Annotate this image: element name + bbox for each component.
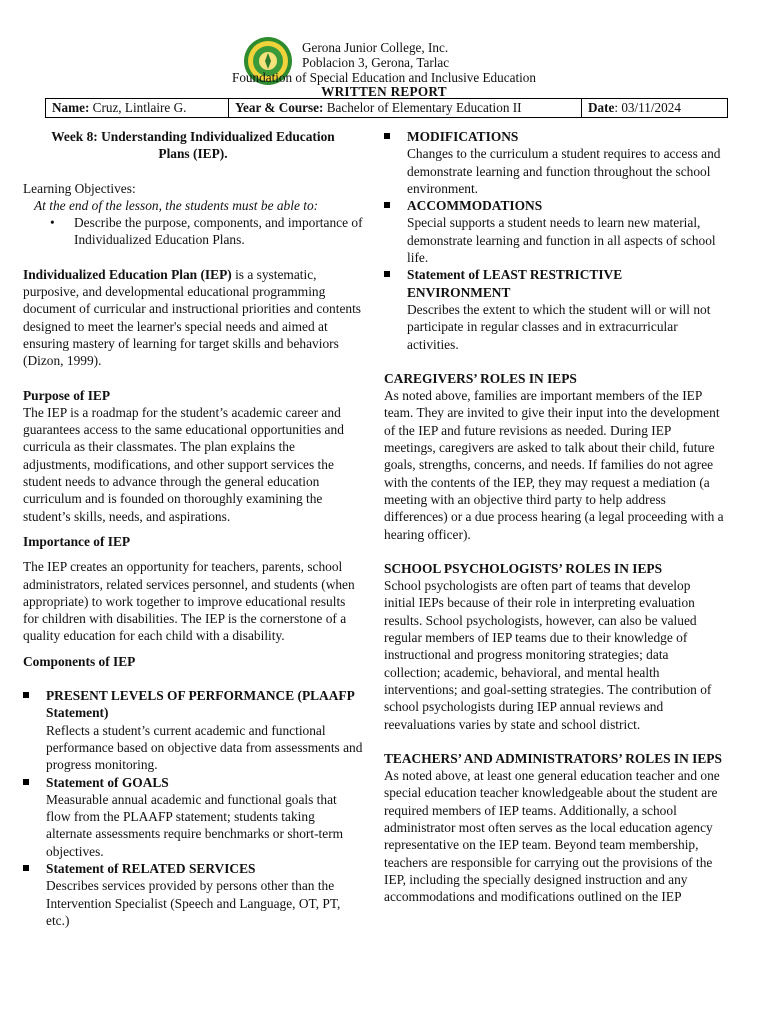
component-accommodations [384, 197, 724, 214]
caregivers-heading: CAREGIVERS’ ROLES IN IEPS [384, 370, 577, 386]
components-heading: Components of IEP [23, 653, 136, 669]
left-column [23, 128, 363, 929]
name-label: Name: [52, 100, 90, 115]
bullet-dot-icon: • [50, 215, 55, 231]
component-desc: Reflects a student’s current academic and functional performance based on objective data from assessments and progress monitoring. [46, 722, 363, 773]
right-column [384, 128, 724, 905]
importance-text: The IEP creates an opportunity for teachers, parents, school administrators, related services personnel, and students (when appropriate) to work together to improve educational results for children with disabilities. The IEP is the cornerstone of a quality education for each child with a disability. [23, 559, 355, 644]
subject-title: Foundation of Special Education and Inclusive Education [232, 70, 536, 85]
component-title: ACCOMMODATIONS [407, 198, 543, 214]
psychologists-heading: SCHOOL PSYCHOLOGISTS’ ROLES IN IEPS [384, 560, 663, 576]
week-title-line-2: Plans (IEP). [158, 146, 228, 162]
square-bullet-icon [384, 271, 390, 277]
course-cell [229, 99, 582, 118]
component-desc: Measurable annual academic and functional goals that flow from the PLAAFP statement; students taking alternate assessments require benchmarks or short-term objectives. [46, 791, 344, 859]
square-bullet-icon [23, 692, 29, 698]
teachers-text: As noted above, at least one general education teacher and one special education teacher knowledgeable about the student are required members of IEP teams. Additionally, a school administrator most often serves as the local education agency representative on the IEP team. Beyond team membership, teachers are responsible for carrying out the provisions of the IEP, including the specially designed instruction and any accommodations and modifications outlined on the IEP [384, 768, 720, 905]
name-value: Cruz, Lintlaire G. [92, 100, 187, 115]
date-label: Date [588, 100, 615, 115]
date-value: : 03/11/2024 [614, 100, 681, 115]
component-desc: Changes to the curriculum a student requires to access and demonstrate learning and function throughout the school environment. [407, 146, 721, 196]
purpose-text: The IEP is a roadmap for the student’s academic career and guarantees access to the same educational opportunities and curricula as their classmates. The plan explains the adjustments, modifications, and other support services the student needs to advance through the general education curriculum and is founded on thoroughly examining the student’s skills, needs, and aspirations. [23, 404, 344, 524]
component-title: Statement of LEAST RESTRICTIVE ENVIRONMENT [407, 267, 623, 300]
square-bullet-icon [23, 865, 29, 871]
square-bullet-icon [384, 133, 390, 139]
square-bullet-icon [384, 202, 390, 208]
objectives-intro: At the end of the lesson, the students must be able to: [34, 197, 319, 213]
component-title: PRESENT LEVELS OF PERFORMANCE (PLAAFP Statement) [46, 688, 355, 721]
component-title: MODIFICATIONS [407, 129, 519, 144]
college-name: Gerona Junior College, Inc. [302, 40, 449, 55]
component-title: Statement of RELATED SERVICES [46, 860, 256, 876]
component-desc: Special supports a student needs to learn new material, demonstrate learning and function in all aspects of school life. [407, 215, 716, 266]
objectives-label: Learning Objectives: [23, 180, 136, 196]
psychologists-text: School psychologists are often part of teams that develop initial IEPs because of their role in interpreting evaluation results. School psychologists, however, can also be valued regular members of IEP teams due to their knowledge of instructional and progress monitoring strategies; data collection; academic, behavioral, and mental health interventions; and goal-setting strategies. The contribution of school psychologists during IEP annual reviews and reevaluations varies by state and school district. [384, 578, 712, 732]
objective-item [23, 214, 363, 249]
week-title-line-1: Week 8: Understanding Individualized Education [51, 129, 335, 144]
component-lre [384, 266, 724, 301]
component-desc: Describes services provided by persons other than the Intervention Specialist (Speech and Language, OT, PT, etc.) [46, 878, 341, 928]
component-modifications [384, 128, 724, 145]
component-related-services [23, 860, 363, 877]
iep-term: Individualized Education Plan (IEP) [23, 266, 232, 282]
iep-definition [23, 266, 363, 370]
student-info-table [45, 98, 728, 118]
course-value: Bachelor of Elementary Education II [326, 100, 522, 115]
square-bullet-icon [23, 779, 29, 785]
component-plaafp [23, 687, 363, 722]
caregivers-text: As noted above, families are important members of the IEP team. They are invited to give their input into the development of the IEP and future revisions as needed. During IEP meetings, caregivers are asked to talk about their child, future goals, strengths, concerns, and needs. If families do not agree with the contents of the IEP, they may request a mediation (a meeting with an objective third party to help address differences) or a due process hearing (a legal proceeding with a hearing officer). [384, 388, 724, 542]
objective-text: Describe the purpose, components, and importance of Individualized Education Plans. [74, 215, 363, 248]
importance-heading: Importance of IEP [23, 533, 131, 549]
report-type: WRITTEN REPORT [321, 84, 447, 99]
component-goals [23, 774, 363, 791]
date-cell [582, 99, 728, 118]
college-address: Poblacion 3, Gerona, Tarlac [302, 55, 450, 70]
component-desc: Describes the extent to which the student will or will not participate in regular classes and in extracurricular activities. [407, 301, 711, 352]
week-title [23, 128, 363, 163]
course-label: Year & Course: [235, 100, 324, 115]
iep-def-text: is a systematic, purposive, and developmental educational programming document of curricular and instructional priorities and contents designed to meet the learner's special needs and aimed at ensuring mastery of learning for target skills and behaviors (Dizon, 1999). [23, 266, 362, 369]
teachers-heading: TEACHERS’ AND ADMINISTRATORS’ ROLES IN IEPS [384, 750, 722, 766]
component-title: Statement of GOALS [46, 774, 169, 790]
purpose-heading: Purpose of IEP [23, 387, 111, 403]
name-cell [46, 99, 229, 118]
